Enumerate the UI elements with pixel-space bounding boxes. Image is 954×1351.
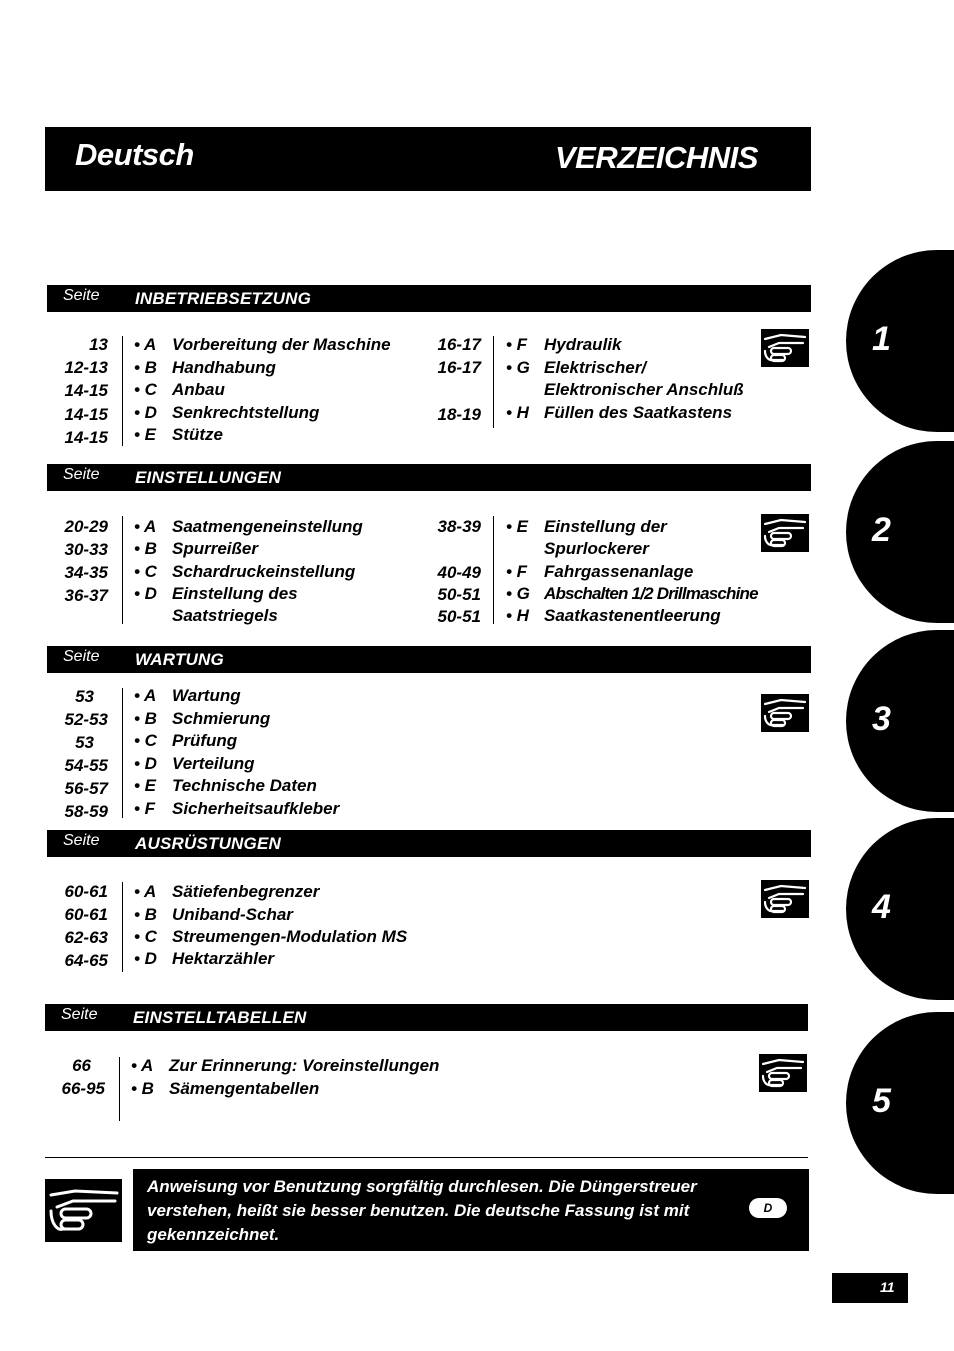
toc-item[interactable]: • C Anbau bbox=[134, 380, 225, 399]
toc-item[interactable]: • A Saatmengeneinstellung bbox=[134, 517, 363, 536]
toc-item[interactable]: • A Wartung bbox=[134, 686, 241, 705]
seite-label: Seite bbox=[61, 1006, 98, 1023]
section-header-ausruestungen bbox=[47, 830, 811, 857]
page-ref: 52-53 bbox=[64, 710, 108, 729]
toc-item[interactable]: • E Stütze bbox=[134, 425, 223, 444]
note-line: gekennzeichnet. bbox=[147, 1225, 280, 1244]
toc-item[interactable]: • A Vorbereitung der Maschine bbox=[134, 335, 391, 354]
toc-item[interactable]: • E Technische Daten bbox=[134, 776, 317, 795]
page-ref: 56-57 bbox=[64, 779, 108, 798]
toc-item[interactable]: • G Elektrischer/ bbox=[506, 358, 647, 377]
toc-item[interactable]: • C Prüfung bbox=[134, 731, 238, 750]
divider bbox=[45, 1157, 808, 1158]
column-divider bbox=[493, 336, 494, 428]
page-ref: 64-65 bbox=[64, 951, 108, 970]
section-title: EINSTELLTABELLEN bbox=[133, 1008, 307, 1027]
column-divider bbox=[122, 336, 123, 446]
toc-item[interactable]: • B Uniband-Schar bbox=[134, 905, 293, 924]
page-ref: 14-15 bbox=[64, 405, 108, 424]
seite-label: Seite bbox=[63, 287, 100, 304]
toc-item[interactable]: • F Hydraulik bbox=[506, 335, 622, 354]
page-ref: 53 bbox=[75, 687, 94, 706]
page-ref: 62-63 bbox=[64, 928, 108, 947]
toc-item[interactable]: • D Senkrechtstellung bbox=[134, 403, 320, 422]
page-title: VERZEICHNIS bbox=[555, 140, 758, 175]
section-header-einstelltabellen bbox=[45, 1004, 808, 1031]
page-ref: 18-19 bbox=[437, 405, 481, 424]
toc-item[interactable]: • B Schmierung bbox=[134, 709, 271, 728]
seite-label: Seite bbox=[63, 466, 100, 483]
page-ref: 34-35 bbox=[64, 563, 108, 582]
toc-item[interactable]: • G Abschalten 1/2 Drillmaschine bbox=[506, 584, 758, 603]
chapter-tab-5[interactable]: 5 bbox=[846, 1012, 954, 1194]
toc-item[interactable]: • C Streumengen-Modulation MS bbox=[134, 927, 408, 946]
toc-item[interactable]: • D Einstellung des bbox=[134, 584, 298, 603]
toc-item-continuation: Saatstriegels bbox=[172, 606, 278, 625]
page-ref: 66 bbox=[72, 1056, 91, 1075]
page-ref: 30-33 bbox=[64, 540, 108, 559]
language-badge: D bbox=[749, 1198, 787, 1218]
toc-item[interactable]: • D Hektarzähler bbox=[134, 949, 275, 968]
page-ref: 60-61 bbox=[64, 905, 108, 924]
section-title: AUSRÜSTUNGEN bbox=[135, 834, 281, 853]
chapter-tab-1[interactable]: 1 bbox=[846, 250, 954, 432]
page-ref: 16-17 bbox=[437, 335, 481, 354]
section-header-wartung bbox=[47, 646, 811, 673]
pointing-hand-icon bbox=[759, 327, 811, 369]
chapter-tab-2[interactable]: 2 bbox=[846, 441, 954, 623]
page-ref: 16-17 bbox=[437, 358, 481, 377]
seite-label: Seite bbox=[63, 832, 100, 849]
toc-item[interactable]: • B Sämengentabellen bbox=[131, 1079, 320, 1098]
toc-item[interactable]: • D Verteilung bbox=[134, 754, 255, 773]
section-title: INBETRIEBSETZUNG bbox=[135, 289, 312, 308]
page-ref: 40-49 bbox=[437, 563, 481, 582]
language-title: Deutsch bbox=[75, 137, 194, 172]
section-title: EINSTELLUNGEN bbox=[135, 468, 282, 487]
note-line: Anweisung vor Benutzung sorgfältig durchlesen. Die Düngerstreuer bbox=[147, 1177, 697, 1196]
column-divider bbox=[122, 882, 123, 972]
toc-item[interactable]: • A Zur Erinnerung: Voreinstellungen bbox=[131, 1056, 440, 1075]
seite-label: Seite bbox=[63, 648, 100, 665]
toc-item[interactable]: • E Einstellung der bbox=[506, 517, 667, 536]
toc-item[interactable]: • F Fahrgassenanlage bbox=[506, 562, 694, 581]
column-divider bbox=[122, 516, 123, 624]
section-header-einstellungen bbox=[47, 464, 811, 491]
page-ref: 50-51 bbox=[437, 585, 481, 604]
column-divider bbox=[122, 688, 123, 818]
toc-item[interactable]: • F Sicherheitsaufkleber bbox=[134, 799, 340, 818]
page-ref: 14-15 bbox=[64, 381, 108, 400]
toc-item[interactable]: • H Füllen des Saatkastens bbox=[506, 403, 733, 422]
chapter-tab-4[interactable]: 4 bbox=[846, 818, 954, 1000]
chapter-tab-3[interactable]: 3 bbox=[846, 630, 954, 812]
page-ref: 20-29 bbox=[64, 517, 108, 536]
section-header-inbetriebsetzung bbox=[47, 285, 811, 312]
page-ref: 13 bbox=[89, 335, 108, 354]
toc-item[interactable]: • A Sätiefenbegrenzer bbox=[134, 882, 320, 901]
page-ref: 12-13 bbox=[64, 358, 108, 377]
toc-item-continuation: Spurlockerer bbox=[544, 539, 649, 558]
section-title: WARTUNG bbox=[135, 650, 224, 669]
reading-note bbox=[133, 1169, 809, 1251]
page-ref: 66-95 bbox=[61, 1079, 105, 1098]
page-ref: 58-59 bbox=[64, 802, 108, 821]
page-number: 11 bbox=[832, 1273, 908, 1303]
column-divider bbox=[119, 1057, 120, 1121]
pointing-hand-icon bbox=[759, 692, 811, 734]
toc-item[interactable]: • B Handhabung bbox=[134, 358, 276, 377]
toc-item[interactable]: • B Spurreißer bbox=[134, 539, 258, 558]
header-bar bbox=[45, 127, 811, 191]
page-ref: 36-37 bbox=[64, 586, 108, 605]
page-ref: 54-55 bbox=[64, 756, 108, 775]
pointing-hand-icon bbox=[759, 512, 811, 554]
page-ref: 60-61 bbox=[64, 882, 108, 901]
toc-item[interactable]: • H Saatkastenentleerung bbox=[506, 606, 721, 625]
note-line: verstehen, heißt sie besser benutzen. Die deutsche Fassung ist mit bbox=[147, 1201, 690, 1220]
pointing-hand-icon bbox=[45, 1179, 122, 1242]
toc-item[interactable]: • C Schardruckeinstellung bbox=[134, 562, 356, 581]
page-ref: 14-15 bbox=[64, 428, 108, 447]
pointing-hand-icon bbox=[757, 1052, 809, 1094]
toc-item-continuation: Elektronischer Anschluß bbox=[544, 380, 744, 399]
column-divider bbox=[493, 516, 494, 624]
page-ref: 50-51 bbox=[437, 607, 481, 626]
page-ref: 53 bbox=[75, 733, 94, 752]
page-ref: 38-39 bbox=[437, 517, 481, 536]
pointing-hand-icon bbox=[759, 878, 811, 920]
